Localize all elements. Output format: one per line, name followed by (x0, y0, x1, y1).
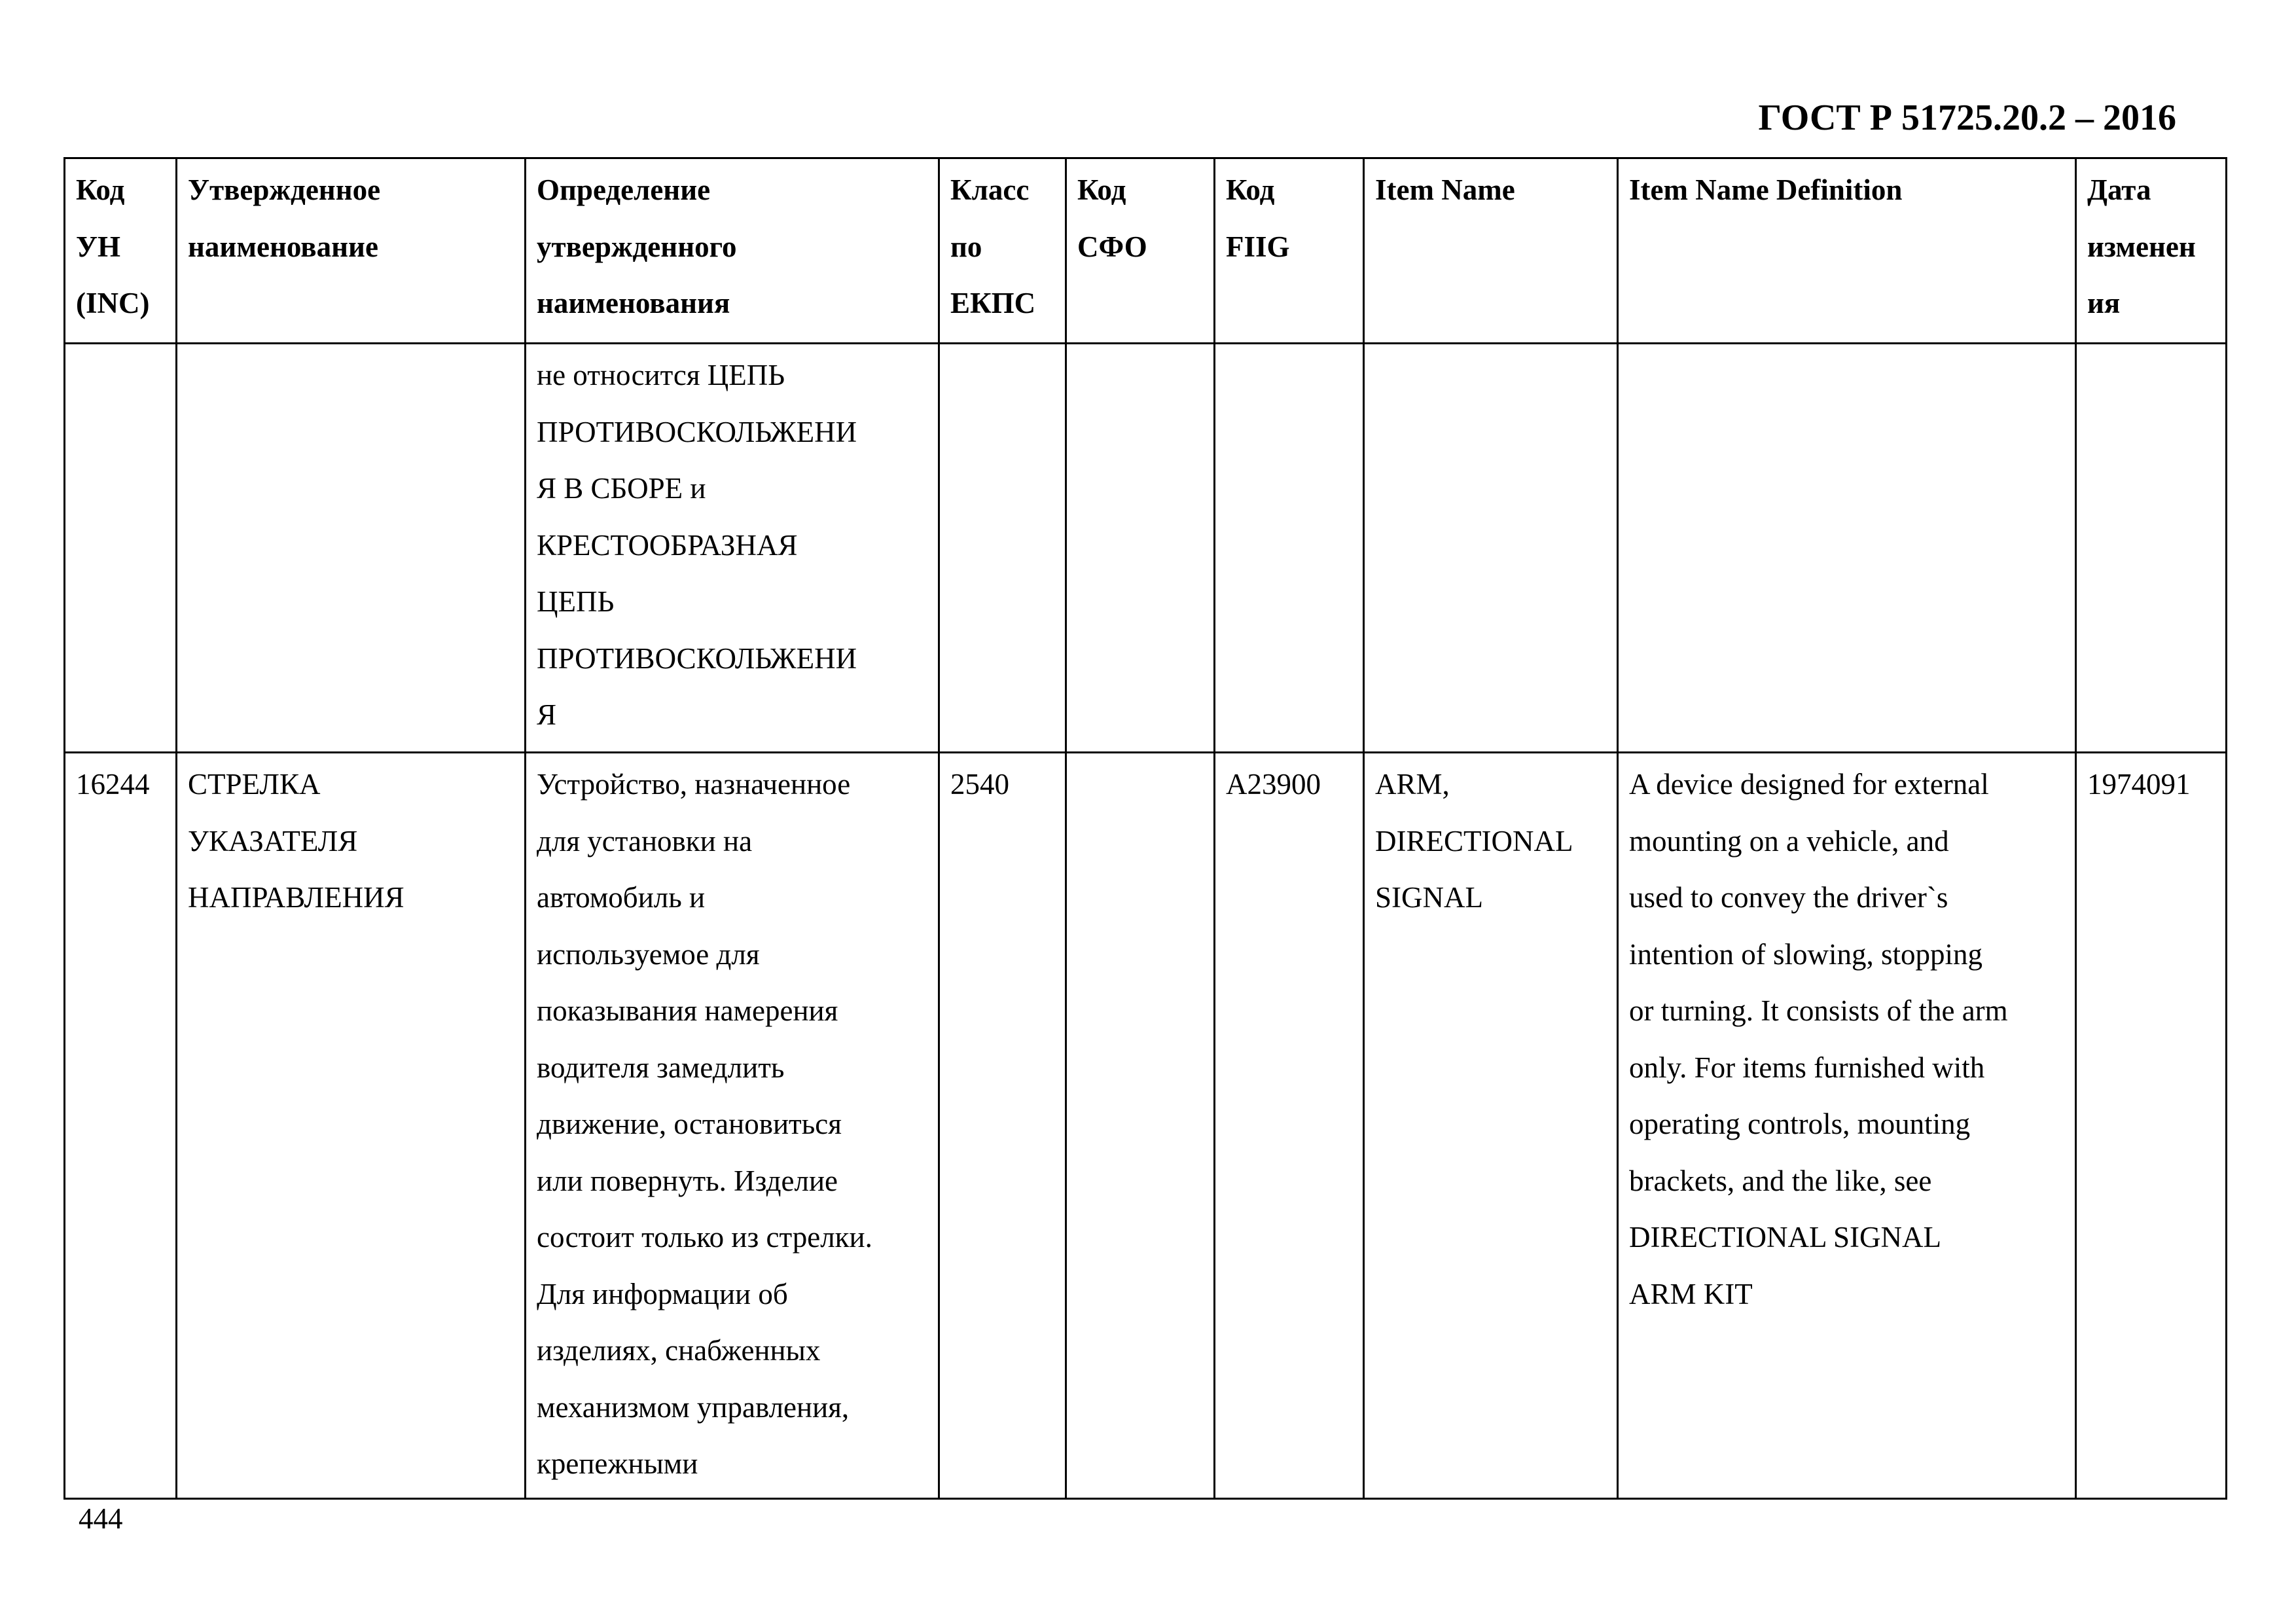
header-date: Дата изменен ия (2076, 158, 2227, 344)
cell-fiig: A23900 (1215, 753, 1364, 1499)
cell-approved-name: СТРЕЛКА УКАЗАТЕЛЯ НАПРАВЛЕНИЯ (177, 753, 526, 1499)
cell-item-name-definition: A device designed for external mounting on a vehicle, and used to convey the driver`s intention of slowing, stopping or turning. It consists of the arm only. For items furnished with operating controls, mounting brackets, and the like, see DIRECTIONAL SIGNAL ARM KIT (1618, 753, 2076, 1499)
cell-item-name-definition (1618, 344, 2076, 753)
cell-inc (65, 344, 177, 753)
header-item-name-definition: Item Name Definition (1618, 158, 2076, 344)
page-number: 444 (79, 1502, 123, 1535)
header-approved-name: Утвержденное наименование (177, 158, 526, 344)
header-definition: Определение утвержденного наименования (526, 158, 939, 344)
header-class: Класс по ЕКПС (939, 158, 1066, 344)
cell-item-name (1364, 344, 1618, 753)
table-row (65, 753, 2227, 1499)
header-inc: Код УН (INC) (65, 158, 177, 344)
standard-designation: ГОСТ Р 51725.20.2 – 2016 (1758, 98, 2176, 138)
cell-approved-name (177, 344, 526, 753)
cell-sfo (1066, 753, 1215, 1499)
table-row (65, 344, 2227, 753)
cell-fiig (1215, 344, 1364, 753)
cell-sfo (1066, 344, 1215, 753)
cell-definition: не относится ЦЕПЬ ПРОТИВОСКОЛЬЖЕНИ Я В СБОРЕ и КРЕСТООБРАЗНАЯ ЦЕПЬ ПРОТИВОСКОЛЬЖЕНИ Я (526, 344, 939, 753)
cell-date: 1974091 (2076, 753, 2227, 1499)
cell-class: 2540 (939, 753, 1066, 1499)
catalog-table (63, 157, 2227, 1500)
cell-definition: Устройство, назначенное для установки на автомобиль и используемое для показывания намерения водителя замедлить движение, остановиться или повернуть. Изделие состоит только из стрелки. Для информации об изделиях, снабженных механизмом управления, крепежными (526, 753, 939, 1499)
table-header-row (65, 158, 2227, 344)
cell-inc: 16244 (65, 753, 177, 1499)
cell-class (939, 344, 1066, 753)
header-item-name: Item Name (1364, 158, 1618, 344)
cell-item-name: ARM, DIRECTIONAL SIGNAL (1364, 753, 1618, 1499)
cell-date (2076, 344, 2227, 753)
header-sfo: Код СФО (1066, 158, 1215, 344)
header-fiig: Код FIIG (1215, 158, 1364, 344)
